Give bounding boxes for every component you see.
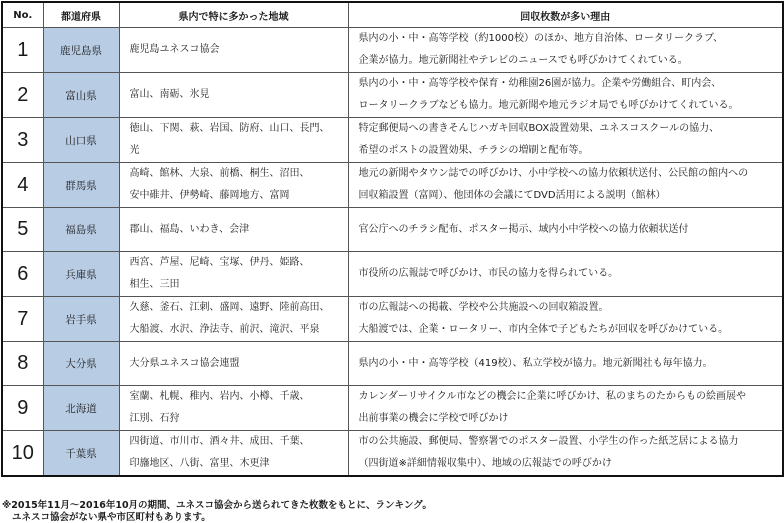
reason-line: 県内の小・中・高等学校（約1000校）のほか、地方自治体、ロータリークラブ、 — [358, 33, 724, 44]
table-row — [2, 252, 783, 297]
reason-line: 官公庁へのチラシ配布、ポスター掲示、域内小中学校への協力依頼状送付 — [358, 223, 689, 235]
reason-line: 市の公共施設、郵便局、警察署でのポスター設置、小学生の作った紙芝居による協力 — [358, 436, 739, 447]
area-line: 徳山、下関、萩、岩国、防府、山口、長門、 — [129, 123, 330, 134]
reason-line: 大船渡では、企業・ロータリー、市内全体で子どもたちが回収を呼びかけている。 — [358, 324, 729, 335]
prefecture-name: 北海道 — [43, 386, 119, 431]
reason-line: 市の広報誌への掲載、学校や公共施設への回収箱設置。 — [358, 302, 609, 313]
rank-number: 1 — [2, 28, 43, 73]
areas-cell — [119, 431, 348, 477]
table-row — [2, 342, 783, 386]
table-row — [2, 118, 783, 163]
prefecture-name: 岩手県 — [43, 297, 119, 342]
area-line: 富山、南砺、氷見 — [129, 89, 210, 100]
prefecture-name: 福島県 — [43, 208, 119, 252]
area-line: 鹿児島ユネスコ協会 — [129, 44, 220, 55]
table-row — [2, 73, 783, 118]
prefecture-name: 鹿児島県 — [43, 28, 119, 73]
reason-cell — [348, 386, 783, 431]
areas-cell — [119, 73, 348, 118]
areas-cell — [119, 208, 348, 252]
header-no: No. — [2, 2, 43, 28]
area-line: 四街道、市川市、酒々井、成田、千葉、 — [129, 436, 310, 447]
reason-cell — [348, 28, 783, 73]
reason-cell — [348, 252, 783, 297]
reason-cell — [348, 297, 783, 342]
area-line: 高崎、館林、大泉、前橋、桐生、沼田、 — [129, 168, 310, 179]
reason-cell — [348, 431, 783, 477]
rank-number: 10 — [2, 431, 43, 477]
table-row — [2, 163, 783, 208]
prefecture-name: 山口県 — [43, 118, 119, 163]
reason-line: 市役所の広報誌で呼びかけ、市民の協力を得られている。 — [358, 268, 619, 279]
area-line: 大分県ユネスコ協会連盟 — [129, 357, 240, 369]
reason-cell — [348, 118, 783, 163]
reason-line: 出前事業の機会に学校で呼びかけ — [358, 413, 509, 424]
area-line: 西宮、芦屋、尼崎、宝塚、伊丹、姫路、 — [129, 257, 310, 268]
table-row — [2, 297, 783, 342]
footnote-line-1: ※2015年11月～2016年10月の期間、ユネスコ協会から送られてきた枚数をもとに、ランキング。 — [2, 500, 432, 511]
reason-line: ロータリークラブなども協力。地元新聞や地元ラジオ局でも呼びかけてくれている。 — [358, 100, 739, 111]
reason-line: 希望のポストの設置効果、チラシの増刷と配布等。 — [358, 145, 589, 156]
areas-cell — [119, 252, 348, 297]
area-line: 相生、三田 — [129, 279, 180, 290]
area-line: 光 — [129, 145, 140, 156]
rank-number: 6 — [2, 252, 43, 297]
prefecture-name: 兵庫県 — [43, 252, 119, 297]
prefecture-name: 群馬県 — [43, 163, 119, 208]
rank-number: 8 — [2, 342, 43, 386]
reason-cell — [348, 342, 783, 386]
header-areas: 県内で特に多かった地域 — [119, 2, 348, 28]
rank-number: 9 — [2, 386, 43, 431]
reason-line: 企業が協力。地元新聞社やテレビのニュースでも呼びかけてくれている。 — [358, 55, 688, 66]
prefecture-name: 富山県 — [43, 73, 119, 118]
area-line: 久慈、釜石、江刺、盛岡、遠野、陸前高田、 — [129, 302, 330, 313]
rank-number: 2 — [2, 73, 43, 118]
header-reason: 回収枚数が多い理由 — [348, 2, 783, 28]
prefecture-name: 大分県 — [43, 342, 119, 386]
area-line: 江別、石狩 — [129, 413, 180, 424]
reason-line: カレンダーリサイクル市などの機会に企業に呼びかけ、私のまちのたからもの絵画展や — [358, 391, 747, 402]
header-prefecture: 都道府県 — [43, 2, 119, 28]
table-row — [2, 386, 783, 431]
area-line: 室蘭、札幌、稚内、岩内、小樽、千歳、 — [129, 391, 310, 402]
prefecture-name: 千葉県 — [43, 431, 119, 477]
footnote-line-2: ユネスコ協会がない県や市区町村もあります。 — [12, 512, 211, 523]
area-line: 印旛地区、八街、富里、木更津 — [129, 458, 270, 469]
table-header-row — [2, 2, 783, 28]
rank-number: 4 — [2, 163, 43, 208]
table-row — [2, 28, 783, 73]
reason-cell — [348, 73, 783, 118]
reason-line: （四街道※詳細情報収集中）、地域の広報誌での呼びかけ — [358, 458, 612, 469]
areas-cell — [119, 163, 348, 208]
reason-line: 県内の小・中・高等学校や保育・幼稚園26園が協力。企業や労働組合、町内会、 — [358, 78, 722, 89]
areas-cell — [119, 386, 348, 431]
table-row — [2, 431, 783, 477]
areas-cell — [119, 342, 348, 386]
rank-number: 3 — [2, 118, 43, 163]
rank-number: 5 — [2, 208, 43, 252]
areas-cell — [119, 28, 348, 73]
areas-cell — [119, 118, 348, 163]
areas-cell — [119, 297, 348, 342]
area-line: 郡山、福島、いわき、会津 — [129, 223, 250, 235]
table-row — [2, 208, 783, 252]
rank-number: 7 — [2, 297, 43, 342]
reason-line: 回収箱設置（富岡）、他団体の会議にてDVD活用による説明（館林） — [358, 190, 666, 201]
area-line: 大船渡、水沢、浄法寺、前沢、滝沢、平泉 — [129, 324, 320, 335]
reason-line: 特定郵便局への書きそんじハガキ回収BOX設置効果、ユネスコスクールの協力、 — [358, 123, 720, 134]
reason-cell — [348, 163, 783, 208]
reason-line: 県内の小・中・高等学校（419校）、私立学校が協力。地元新聞社も毎年協力。 — [358, 357, 713, 369]
reason-line: 地元の新聞やタウン誌での呼びかけ、小中学校への協力依頼状送付、公民館の館内への — [358, 168, 749, 179]
area-line: 安中碓井、伊勢崎、藤岡地方、富岡 — [129, 190, 290, 201]
ranking-table — [1, 1, 784, 477]
reason-cell — [348, 208, 783, 252]
